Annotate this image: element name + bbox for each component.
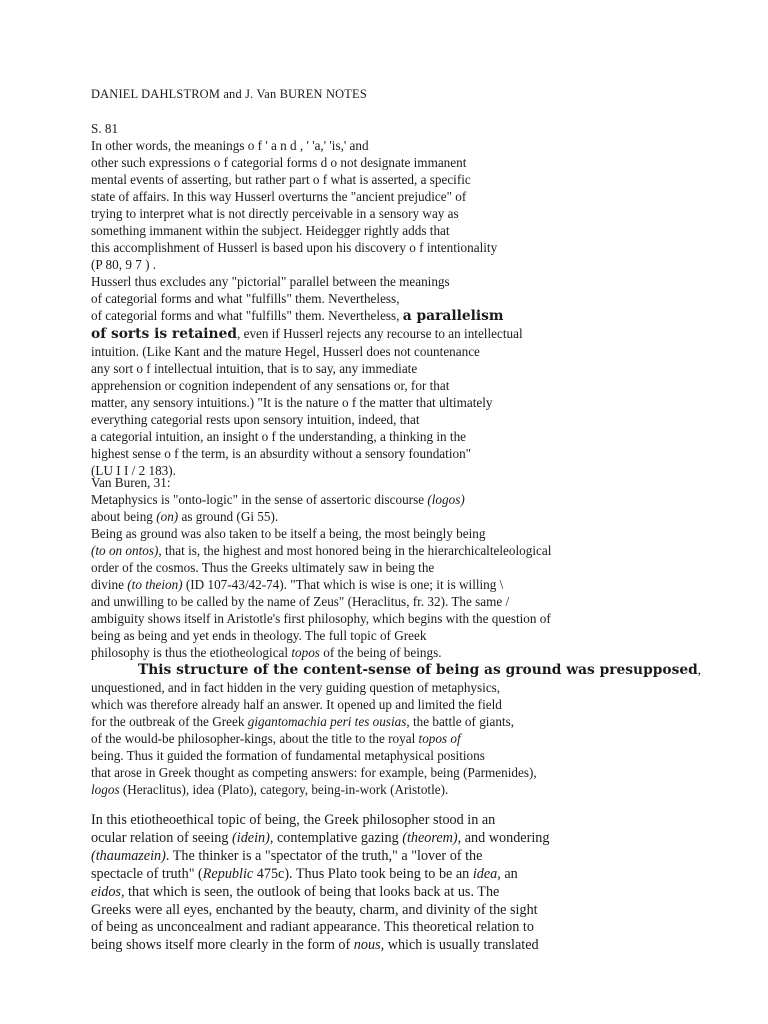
text-line: In this etiotheoethical topic of being, the Greek philosopher stood in an [91, 812, 496, 828]
text-span: spectacle of truth" ( [91, 865, 203, 882]
section-heading: S. 81 [91, 121, 119, 136]
italic-term: (logos) [427, 492, 465, 507]
text-line [91, 491, 672, 508]
italic-term: (on) [156, 509, 179, 524]
text-span: , contemplative gazing [269, 829, 403, 846]
text-line [91, 937, 672, 955]
text-line: a categorial intuition, an insight o f the understanding, a thinking in the [91, 429, 467, 444]
text-line: unquestioned, and in fact hidden in the very guiding question of metaphysics, [91, 680, 501, 695]
text-line [91, 713, 672, 730]
text-span: being shows itself more clearly in the form of [91, 937, 354, 954]
text-line: In other words, the meanings o f ' a n d , ' 'a,' 'is,' and [91, 138, 369, 153]
bold-phrase: a parallelism [402, 308, 504, 324]
text-span: of the being of beings. [319, 645, 442, 660]
text-line: intuition. (Like Kant and the mature Hegel, Husserl does not countenance [91, 344, 480, 359]
text-line [91, 542, 672, 559]
text-line: everything categorial rests upon sensory intuition, indeed, that [91, 412, 420, 427]
text-line [91, 781, 672, 798]
text-span: , that is, the highest and most honored being in the hierarchicalteleological [158, 543, 552, 558]
text-span: ocular relation of seeing [91, 829, 233, 846]
text-line: (LU I I / 2 183). [91, 463, 176, 478]
text-line: Husserl thus excludes any "pictorial" parallel between the meanings [91, 274, 450, 289]
text-span: . The thinker is a "spectator of the truth," a "lover of the [165, 847, 483, 864]
italic-term: nous, [353, 937, 385, 954]
text-span: (ID 107-43/42-74). "That which is wise is one; it is willing \ [182, 577, 504, 592]
text-line: and unwilling to be called by the name of Zeus" (Heraclitus, fr. 32). The same / [91, 594, 510, 609]
text-line [91, 325, 672, 343]
text-line [91, 307, 672, 325]
text-span: for the outbreak of the Greek [91, 714, 248, 729]
text-line: something immanent within the subject. Heidegger rightly adds that [91, 223, 450, 238]
italic-term: (idein) [232, 829, 270, 846]
text-span: about being [91, 509, 157, 524]
italic-term: gigantomachia peri tes ousias [247, 714, 407, 729]
section-heading: Van Buren, 31: [91, 475, 171, 490]
text-line: other such expressions o f categorial forms d o not designate immanent [91, 155, 467, 170]
text-line [91, 830, 672, 848]
italic-term: (thaumazein) [91, 847, 166, 864]
text-span: which is usually translated [384, 937, 539, 954]
italic-term: Republic [202, 865, 254, 882]
section-s81 [91, 120, 672, 479]
text-span: being. Thus it guided the formation of fundamental metaphysical positions [91, 748, 485, 763]
text-line: any sort o f intellectual intuition, that is to say, any immediate [91, 361, 418, 376]
text-span: that which is seen, the outlook of being that looks back at us. The [124, 883, 500, 900]
text-line [91, 508, 672, 525]
italic-term: eidos, [91, 883, 125, 900]
text-line: trying to interpret what is not directly perceivable in a sensory way as [91, 206, 459, 221]
italic-term: topos of [418, 731, 461, 746]
text-line: mental events of asserting, but rather part o f what is asserted, a specific [91, 172, 471, 187]
bold-phrase: of sorts is retained [91, 326, 237, 342]
text-span: Metaphysics is "onto-logic" in the sense of assertoric discourse [91, 492, 428, 507]
text-line: of categorial forms and what "fulfills" them. Nevertheless, [91, 291, 400, 306]
text-line [91, 848, 672, 866]
text-line [91, 730, 672, 747]
italic-term: (to theion) [127, 577, 183, 592]
text-line: Being as ground was also taken to be itself a being, the most beingly being [91, 526, 486, 541]
text-line: apprehension or cognition independent of any sensations or, for that [91, 378, 450, 393]
section-etiotheothetical [91, 812, 672, 955]
text-line: this accomplishment of Husserl is based upon his discovery o f intentionality [91, 240, 498, 255]
italic-term: (theorem) [402, 829, 458, 846]
section-van-buren [91, 474, 702, 798]
text-line: being as being and yet ends in theology. The full topic of Greek [91, 628, 427, 643]
text-line: (P 80, 9 7 ) . [91, 257, 157, 272]
text-span: , [697, 662, 702, 677]
text-line: Greeks were all eyes, enchanted by the beauty, charm, and divinity of the sight [91, 901, 538, 918]
text-line [91, 576, 672, 593]
text-line [91, 644, 672, 661]
text-span: of the would-be philosopher-kings, about the title to the royal [91, 731, 419, 746]
text-span: philosophy is thus the etiotheological [91, 645, 292, 660]
text-line: state of affairs. In this way Husserl overturns the "ancient prejudice" of [91, 189, 467, 204]
text-line: matter, any sensory intuitions.) "It is the nature o f the matter that ultimately [91, 395, 493, 410]
text-line [91, 747, 672, 764]
text-line: that arose in Greek thought as competing answers: for example, being (Parmenides), [91, 765, 537, 780]
text-span: 475c). Thus Plato took being to be an [253, 865, 473, 882]
bold-phrase: This structure of the content-sense of being as ground was presupposed [138, 662, 698, 678]
text-line: which was therefore already half an answer. It opened up and limited the field [91, 697, 502, 712]
text-line: ambiguity shows itself in Aristotle's first philosophy, which begins with the question of [91, 611, 551, 626]
text-span: an [500, 865, 518, 882]
text-span: , even if Husserl rejects any recourse to an intellectual [237, 326, 523, 341]
italic-term: logos [91, 782, 120, 797]
document-header [91, 86, 672, 103]
text-span: divine [91, 577, 128, 592]
text-line: of being as unconcealment and radiant appearance. This theoretical relation to [91, 919, 534, 936]
text-line: highest sense o f the term, is an absurdity without a sensory foundation" [91, 446, 472, 461]
text-span: of categorial forms and what "fulfills" them. Nevertheless, [91, 308, 403, 323]
italic-term: (to on ontos) [91, 543, 159, 558]
text-line [91, 661, 702, 679]
text-span: , and wondering [457, 829, 550, 846]
page-title: DANIEL DAHLSTROM and J. Van BUREN NOTES [91, 87, 367, 101]
italic-term: idea, [472, 865, 501, 882]
text-span: as ground (Gi 55). [178, 509, 279, 524]
italic-term: topos [291, 645, 320, 660]
text-line: order of the cosmos. Thus the Greeks ultimately saw in being the [91, 560, 435, 575]
text-span: (Heraclitus), idea (Plato), category, being-in-work (Aristotle). [119, 782, 449, 797]
text-line [91, 884, 672, 902]
text-line [91, 866, 672, 884]
text-span: , the battle of giants, [406, 714, 515, 729]
